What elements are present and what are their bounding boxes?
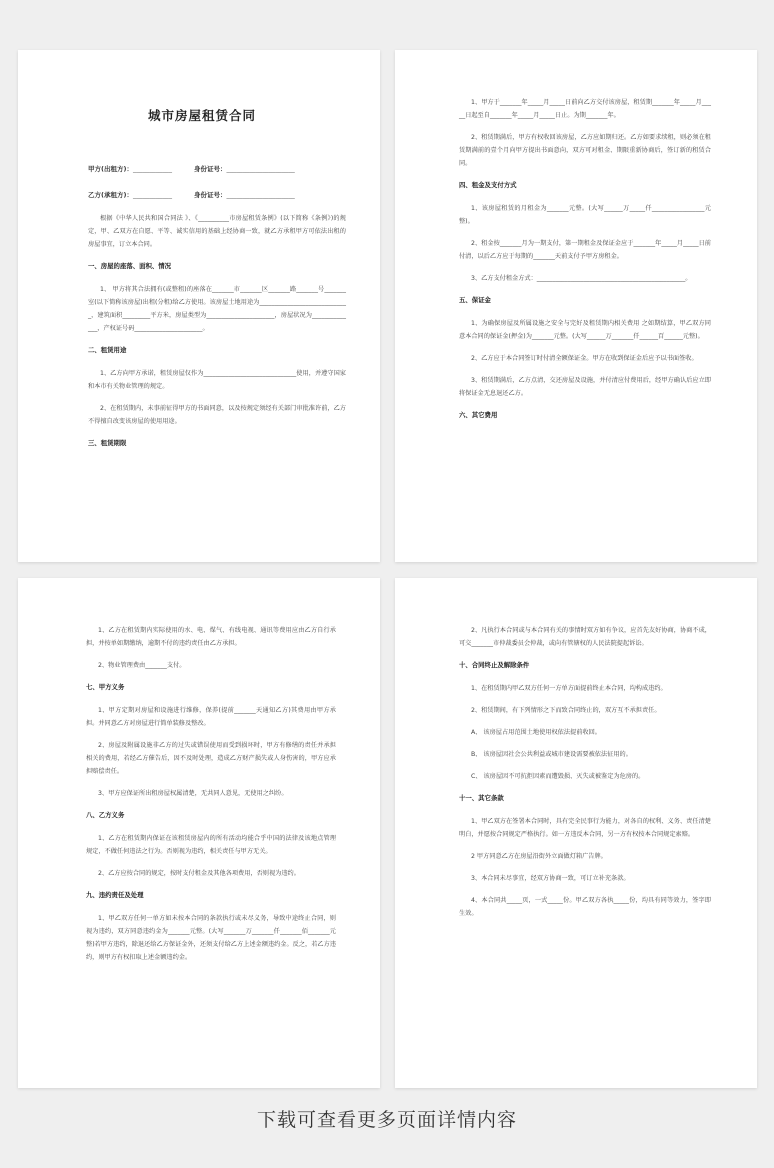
deposit-para-1: 1、为确保房屋及所属设施之安全与完好及租赁期内相关费用 之如期结算，甲乙双方同意本合同的保证金(押金)为_______元整。(大写______万_______仟______百______元整)。 (459, 320, 711, 340)
dispute-para: 2、凡执行本合同或与本合同有关的事情时双方如有争议，应首先友好协商，协商不成，可交_______市仲裁委员会仲裁，或向有管辖权的人民法院提起诉讼。 (459, 627, 711, 647)
download-caption: 下载可查看更多页面详情内容 (256, 1109, 517, 1131)
section-8-title: 八、乙方义务 (86, 811, 125, 819)
intro-paragraph: 根据《中华人民共和国合同法 》、《__________市房屋租赁条例》(以下简称《条例》)的规定，甲、乙双方在自愿、平等、诚实信用的基础上经协商一致，就乙方承租甲方可依法出租的房屋事宜，订立本合同。 (88, 215, 346, 248)
other-terms-para-2: 2 甲方同意乙方在房屋沿街外立面做灯箱广告牌。 (471, 853, 607, 860)
termination-item-a: A、 该房屋占用范围土地使用权依法提前收回。 (471, 729, 601, 736)
lease-term-para-2: 2、租赁期满后，甲方有权收回该房屋，乙方应如期归还。乙方如要求续租，则必须在租赁期满前的壹个月向甲方提出书面意向，双方可对租金、期限重新协商后，签订新的租赁合同。 (459, 134, 711, 167)
rent-para-2: 2、租金按_______月为一期支付，第一期租金及保证金应于_______年_____月_____日前付清，以后乙方应于每期的_______天前支付予甲方房租金。 (459, 240, 711, 260)
party-a-row (88, 164, 346, 174)
deposit-para-2: 2、乙方应于本合同签订时付清全额保证金。甲方在收到保证金后应予以书面签收。 (471, 355, 698, 362)
section-7-title: 七、甲方义务 (86, 683, 125, 691)
other-fees-para-1: 1、乙方在租赁期内实际使用的水、电、煤气、有线电视、通讯等费用应由乙方自行承担，并按单如期缴纳，逾期不付的违约责任由乙方承担。 (86, 627, 336, 647)
breach-para-1: 1、甲乙双方任何一单方如未按本合同的条款执行或未尽义务，导致中途终止合同，则视为违约，双方同意违约金为_______元整。(大写_______万_______仟_______佰_______元整)若甲方违约，除退还给乙方保证金外，还须支付给乙方上述金额违约金。反之，若乙方违约，则甲方有权扣取上述金额违约金。 (86, 915, 336, 961)
id-blank-a: _____________________ (226, 165, 295, 173)
section-2-para-2: 2、在租赁期内，未事前征得甲方的书面同意，以及按规定须经有关部门审批准许前，乙方不得擅自改变该房屋的使用用途。 (88, 405, 346, 425)
document-page-1 (18, 50, 380, 562)
section-11-title: 十一、其它条款 (459, 794, 504, 802)
other-fees-para-2: 2、物业管理费由_______支付。 (98, 662, 186, 669)
section-10-title: 十、合同终止及解除条件 (459, 661, 530, 669)
deposit-para-3: 3、租赁期满后，乙方点清，交还房屋及设施，并付清应付费用后，经甲方确认后应立即将保证金无息退还乙方。 (459, 377, 711, 397)
document-page-2 (395, 50, 757, 562)
section-9-title: 九、违约责任及处理 (86, 891, 144, 899)
document-page-3 (18, 578, 380, 1088)
party-a-blank: ____________ (132, 165, 172, 173)
watermark (212, 492, 224, 509)
id-blank-b: _____________________ (226, 191, 295, 199)
termination-para-1: 1、在租赁期内甲乙双方任何一方单方面提前终止本合同，均构成违约。 (471, 685, 667, 692)
other-terms-para-1: 1、甲乙双方在签署本合同时，具有完全民事行为能力，对各自的权利、义务、责任清楚明白，并愿按合同规定严格执行。如一方违反本合同，另一方有权按本合同规定索赔。 (459, 818, 711, 838)
termination-para-2: 2、租赁期间，有下列情形之下而致合同终止的，双方互不承担责任。 (471, 707, 661, 714)
section-1-title: 一、房屋的座落、面积、情况 (88, 262, 172, 270)
section-5-title: 五、保证金 (459, 296, 491, 304)
section-2-para-1: 1、乙方向甲方承诺，租赁房屋仅作为______________________________使用，并遵守国家和本市有关物业管理的规定。 (88, 370, 346, 390)
other-terms-para-4: 4、本合同共_____页，一式_____份。甲乙双方各执_____份，均具有同等效力，签字即生效。 (459, 897, 711, 917)
rent-para-3: 3、乙方支付租金方式：________________________________________________。 (471, 275, 692, 282)
document-title: 城市房屋租赁合同 (147, 108, 256, 123)
id-label-b: 身份证号： (193, 191, 227, 199)
landlord-duty-para-1: 1、甲方定期对房屋和设施进行维修，保养(提前_______天通知乙方)其费用由甲方承担。并同意乙方对房屋进行简单装修及整改。 (86, 707, 336, 727)
party-a-label: 甲方(出租方)： (88, 165, 133, 173)
party-b-label: 乙方(承租方)： (88, 191, 133, 199)
section-4-title: 四、租金及支付方式 (459, 181, 517, 189)
tenant-duty-para-1: 1、乙方在租赁期内保证在该租赁房屋内的所有活动均能合乎中国的法律及该地点管理规定，不做任何违法之行为。否则视为违约，相关责任与甲方无关。 (86, 835, 336, 855)
id-label-a: 身份证号： (193, 165, 227, 173)
section-2-title: 二、租赁用途 (88, 346, 127, 354)
section-3-title: 三、租赁期限 (88, 439, 127, 447)
party-b-row (88, 190, 346, 200)
party-b-blank: ____________ (132, 191, 172, 199)
section-6-title: 六、其它费用 (459, 411, 498, 419)
document-page-4 (395, 578, 757, 1088)
termination-item-c: C、 该房屋因不可抗拒因素而遭毁损、灭失或被鉴定为危房的。 (471, 773, 645, 780)
section-1-para-1: 1、 甲方将其合法拥有(或整租)的座落在_______市_______区_______路_______号_______室(以下简称该房屋)出租(分租)给乙方使用。该房屋土地用途为_____________________________，建筑面积_________平方米，房屋类型为______________________，房屋状况为______________，产权证号码______________________。 (88, 286, 346, 332)
termination-item-b: B、 该房屋因社会公共利益或城市建设需要被依法征用的。 (471, 751, 632, 758)
landlord-duty-para-2: 2、房屋及附属设施非乙方的过失或错误使用而受到损坏时，甲方有修缮的责任并承担相关的费用，若经乙方催告后，因不及时处理，造成乙方财产损失或人身伤害的，甲方应承担赔偿责任。 (86, 742, 336, 775)
landlord-duty-para-3: 3、甲方应保证所出租房屋权属清楚，无共同人意见，无使用之纠纷。 (98, 790, 288, 797)
other-terms-para-3: 3、本合同未尽事宜，经双方协商一致，可订立补充条款。 (471, 875, 630, 882)
tenant-duty-para-2: 2、乙方应按合同的规定，按时支付租金及其他各项费用，否则视为违约。 (98, 870, 300, 877)
lease-term-para-1: 1、甲方于_______年_____月_____日前向乙方交付该房屋，租赁期_______年_____月_____日起至自_______年_____月_____日止。为期_______年。 (459, 99, 711, 119)
rent-para-1: 1、该房屋租赁的月租金为_______元整。(大写______万_____仟_________________元整)。 (459, 205, 711, 225)
